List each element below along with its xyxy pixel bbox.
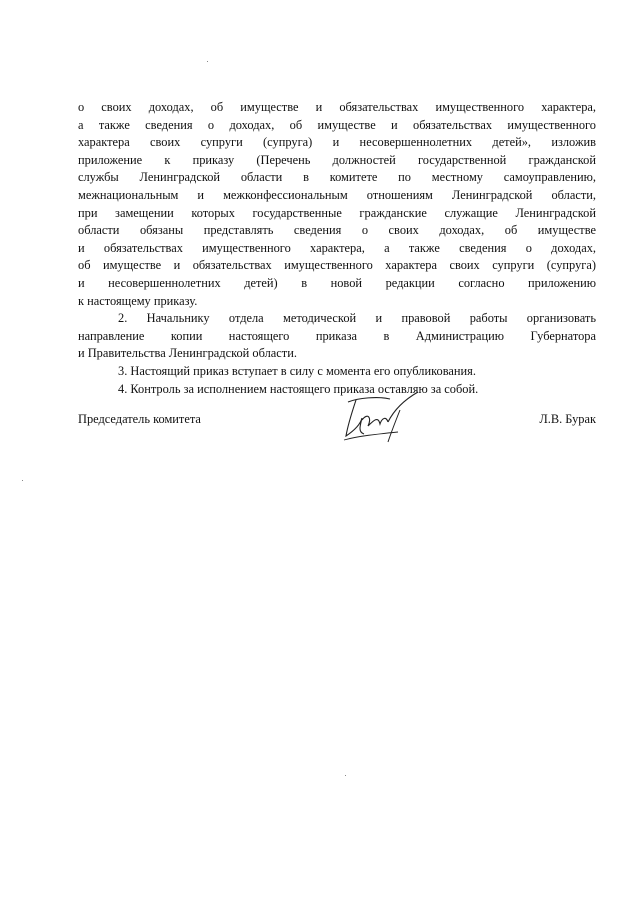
text-line: области обязаны представлять сведения о своих доходах, об имуществе	[78, 223, 596, 238]
text-line: и Правительства Ленинградской области.	[78, 346, 297, 361]
text-line: а также сведения о доходах, об имуществе и обязательствах имущественного	[78, 117, 596, 132]
scan-speck	[345, 775, 346, 776]
text-line: при замещении которых государственные гражданские служащие Ленинградской	[78, 205, 596, 220]
text-line: характера своих супруги (супруга) и несовершеннолетних детей», изложив	[78, 135, 596, 150]
scan-speck	[22, 480, 23, 481]
text-line: приложение к приказу (Перечень должностей государственной гражданской	[78, 152, 596, 167]
paragraph-p3	[78, 363, 596, 381]
paragraph-p2	[78, 310, 596, 363]
text-line: 3. Настоящий приказ вступает в силу с момента его опубликования.	[118, 363, 476, 378]
signatory-name: Л.В. Бурак	[539, 412, 596, 426]
text-line: 4. Контроль за исполнением настоящего приказа оставляю за собой.	[118, 381, 479, 396]
text-line: межнациональным и межконфессиональным отношениям Ленинградской области,	[78, 187, 596, 202]
signatory-title: Председатель комитета	[78, 412, 201, 426]
paragraph-p1	[78, 99, 596, 310]
text-line: об имуществе и обязательствах имущественного характера своих супруги (супруга)	[78, 258, 596, 273]
scan-speck	[207, 61, 208, 62]
text-line: направление копии настоящего приказа в Администрацию Губернатора	[78, 328, 596, 343]
text-line: 2. Начальнику отдела методической и правовой работы организовать	[118, 311, 596, 326]
text-line: и несовершеннолетних детей) в новой редакции согласно приложению	[78, 275, 596, 290]
text-line: о своих доходах, об имуществе и обязательствах имущественного характера,	[78, 100, 596, 114]
paragraph-p4	[78, 381, 596, 399]
text-line: к настоящему приказу.	[78, 293, 198, 308]
document-body	[78, 99, 596, 398]
text-line: службы Ленинградской области в комитете по местному самоуправлению,	[78, 170, 596, 185]
handwritten-signature	[338, 390, 430, 450]
text-line: и обязательствах имущественного характера, а также сведения о доходах,	[78, 240, 596, 255]
signature-block	[78, 412, 596, 430]
